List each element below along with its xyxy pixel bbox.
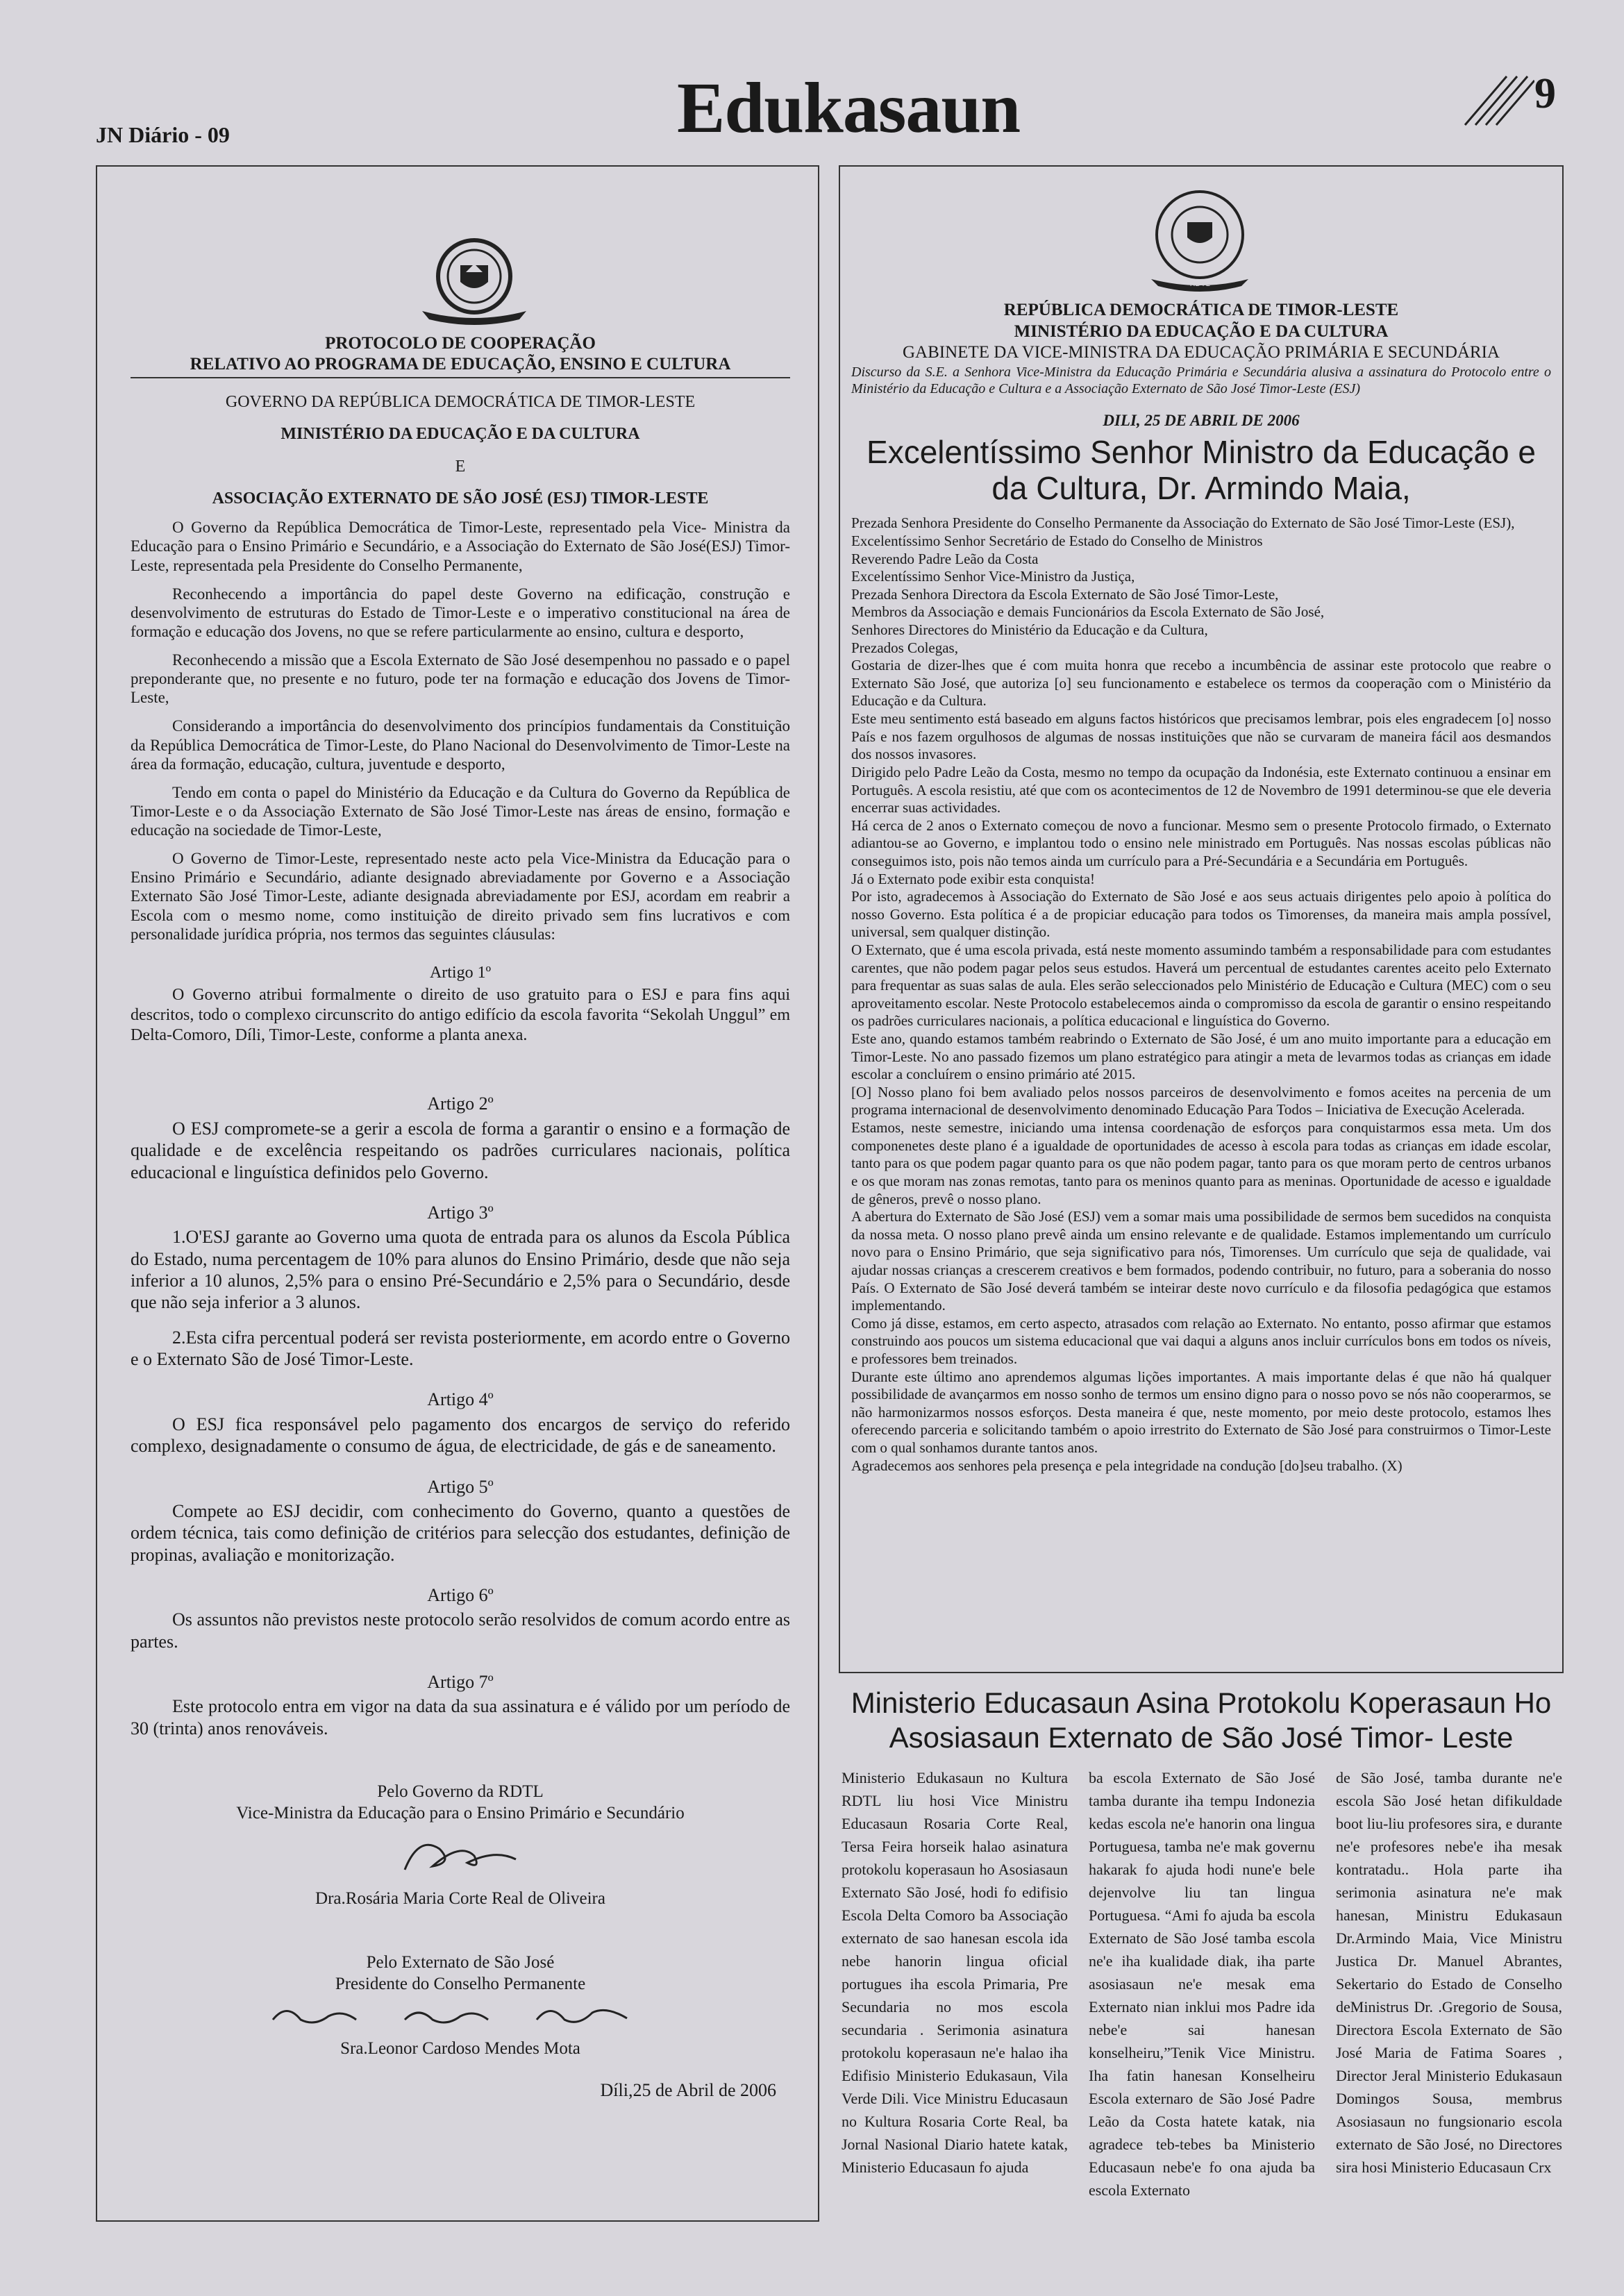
speech-date: DILI, 25 DE ABRIL DE 2006 (1103, 412, 1300, 430)
speech-line: Dirigido pelo Padre Leão da Costa, mesmo no tempo da ocupação da Indonésia, este Externato continuou a ensinar em Português. A escola resistiu, até que com os acontecimentos de 12 de Novembro de 1991 determinou-se que ele deveria encerrar suas actividades. (851, 763, 1551, 816)
protocol-subtitle: RELATIVO AO PROGRAMA DE EDUCAÇÃO, ENSINO E CULTURA (131, 354, 790, 379)
speech-line: O Externato, que é uma escola privada, está neste momento assumindo também a responsabilidade para com estudantes carentes, que não podem pagar pelos seus estudos. Haverá um percentual de estudantes carentes aceito pelo Externato para frequentar as suas salas de aula. Eles serão seleccionados pelo Ministério de Educação e Cultura (MEC) com o seu aproveitamento escolar. Neste Protocolo estabelecemos ainda o compromisso da escola de garantir o ensino respeitando os padrões curriculares nacionais, a política educacional e linguística do Governo. (851, 941, 1551, 1030)
protocol-paragraph: Reconhecendo a missão que a Escola Externato de São José desempenhou no passado e o papel preponderante que, no presente e no futuro, pode ter na formação e educação dos Jovens de Timor-Leste, (131, 651, 790, 707)
speech-intro: Discurso da S.E. a Senhora Vice-Ministra da Educação Primária e Secundária alusiva a assinatura do Protocolo entre o Ministério da Educação e Cultura e a Associação Externato de São José Timor-Leste (ESJ) (851, 364, 1551, 396)
seal-label: RDTL (1189, 279, 1210, 288)
party-conjunction: E (455, 457, 466, 476)
speech-panel (839, 165, 1564, 1673)
protocol-paragraph: Reconhecendo a importância do papel deste Governo na edificação, construção e desenvolvimento de estruturas do Estado de Timor-Leste e o imperativo constitucional na área de formação e educação dos Jovens, no que se refere particularmente ao ensino, cultura e desporto, (131, 585, 790, 640)
article-text: O ESJ fica responsável pelo pagamento dos encargos de serviço do referido complexo, designadamente o consumo de água, de electricidade, de gás e de saneamento. (131, 1414, 790, 1457)
article-heading: Artigo 1º (429, 963, 492, 982)
speech-line: Há cerca de 2 anos o Externato começou de novo a funcionar. Mesmo sem o presente Protocolo firmado, o Externato adiantou-se ao Governo, e implantou todo o ensino nele ministrado em Português. Nas nossas escolas públicas não conseguimos isto, pois não temos ainda um currículo para a Pré-Secundária e a Secundária em Português. (851, 816, 1551, 869)
signature-2-icon (266, 1999, 655, 2034)
article-heading: Artigo 3º (427, 1202, 494, 1223)
party-government: GOVERNO DA REPÚBLICA DEMOCRÁTICA DE TIMOR-LESTE (225, 393, 696, 411)
protocol-paragraph: O Governo de Timor-Leste, representado neste acto pela Vice-Ministra da Educação para o Ensino Primário e Secundário, adiante designado abreviadamente por Governo e a Associação Externato São José Timor-Leste, adiante designada abreviadamente por ESJ, acordam em reabrir a Escola com o mesmo nome, como instituição de direito privado sem fins lucrativos e com personalidade jurídica própria, nos termos das seguintes cláusulas: (131, 850, 790, 943)
speech-line: Agradecemos aos senhores pela presença e pela integridade na condução [do]seu trabalho. (X) (851, 1457, 1403, 1474)
article-column: ba escola Externato de São José tamba durante iha tempu Indonezia kedas escola ne'e hanorin ona lingua Portuguesa, tamba ne'e mak governu hakarak fo ajuda hodi nune'e bele dejenvolve liu tan lingua Portuguesa. “Ami fo ajuda ba escola Externato de São José tamba escola ne'e iha kualidade diak, iha parte asosiasaun ne'e mesak ema Externato nian inklui mos Padre ida nebe'e sai hanesan konselheiru,”Tenik Vice Ministru. Iha fatin hanesan Konselheiru Escola externaro de São José Padre Leão da Costa hatete katak, nia agradece teb-tebes ba Ministerio Educasaun nebe'e fo ona ajuda ba escola Externato (1089, 1769, 1315, 2199)
speech-heading-ministry: MINISTÉRIO DA EDUCAÇÃO E DA CULTURA (1014, 321, 1389, 341)
page-title: Edukasaun (677, 68, 1021, 148)
article-column: de São José, tamba durante ne'e escola São José hetan difikuldade boot liu-liu profesores sira, e durante ne'e profesores nebe'e iha mesak kontratadu.. Hola parte iha serimonia asinatura ne'e mak hanesan, Ministru Edukasaun Dr.Armindo Maia, Vice Ministru Justica Dr. Manuel Abrantes, Sekertario do Estado de Conselho deMinistrus Dr. .Gregorio de Sousa, Directora Escola Externato de São José Maria de Fatima Soares , Director Jeral Ministerio Edukasaun Domingos Sousa, membrus Asosiasaun no fungsionario escola externato de São José, no Directores sira hosi Ministerio Educasaun Crx (1336, 1769, 1562, 2176)
section-label: JN Diário - 09 (96, 122, 230, 147)
signatory-1-role: Vice-Ministra da Educação para o Ensino Primário e Secundário (236, 1804, 685, 1823)
article-column: Ministerio Edukasaun no Kultura RDTL liu hosi Vice Ministru Educasaun Rosaria Corte Real, Tersa Feira horseik halao asinatura protokolu koperasaun ho Asosiasaun Externato São José, hodi fo edifisio Escola Delta Comoro ba Associação externato de sao hanesan escola ida nebe hanorin lingua oficial portugues iha escola Primaria, Pre Secundaria no mos escola secundaria . Serimonia asinatura protokolu koperasaun ne'e halao iha Edifisio Ministerio Edukasaun, Vila Verde Dili. Vice Ministru Educasaun no Kultura Rosaria Corte Real, ba Jornal Nasional Diario hatete katak, Ministerio Educasaun fo ajuda (842, 1769, 1068, 2176)
speech-line: Prezada Senhora Presidente do Conselho Permanente da Associação do Externato de São José Timor-Leste (ESJ), (851, 514, 1515, 532)
article-headline: Ministerio Educasaun Asina Protokolu Koperasaun Ho Asosiasaun Externato de São José Timor- Leste (851, 1686, 1552, 1754)
article-text: O Governo atribui formalmente o direito de uso gratuito para o ESJ e para fins aqui descritos, todo o complexo circunscrito do antigo edifício da escola favorita “Sekolah Unggul” em Delta-Comoro, Díli, Timor-Leste, conforme a planta anexa. (131, 986, 790, 1044)
speech-line: [O] Nosso plano foi bem avaliado pelos nossos parceiros de desenvolvimento e fomos aceites na percenia de um programa internacional de desenvolvimento denominado Educação Para Todos – Iniciativa de Execução Acelerada. (851, 1083, 1551, 1118)
speech-line: Estamos, neste semestre, iniciando uma intensa coordenação de esforços para conquistarmos essa meta. Um dos componenetes deste plano é a igualdade de oportunidades de acesso à escola para todas as crianças em idade escolar, tanto para os que podem pagar quanto para os que não podem pagar, tanto para os que moram perto de centros urbanos e os que moram nas zonas remotas, tanto para os meninos quanto para as meninas. Oportunidade de acesso e igualdade de gêneros, prevê o nosso plano. (851, 1119, 1551, 1207)
article-heading: Artigo 6º (427, 1584, 494, 1605)
page-number-box (1458, 69, 1583, 132)
signatory-2-name: Sra.Leonor Cardoso Mendes Mota (340, 2039, 580, 2059)
speech-line: Excelentíssimo Senhor Vice-Ministro da Justiça, (851, 568, 1135, 585)
signing-date: Díli,25 de Abril de 2006 (600, 2080, 776, 2101)
party-association: ASSOCIAÇÃO EXTERNATO DE SÃO JOSÉ (ESJ) TIMOR-LESTE (212, 489, 709, 508)
rdtl-seal-icon (1137, 181, 1262, 299)
speech-line: Prezada Senhora Directora da Escola Externato de São José Timor-Leste, (851, 585, 1279, 603)
speech-line: Por isto, agradecemos à Associação do Externato de São José e aos seus actuais dirigentes pelo apoio à política do nosso Governo. Esta política é a de propiciar educação para todos os Timorenses, da maneira mais ampla possível, universal, sem qualquer distinção. (851, 888, 1551, 941)
speech-line: Já o Externato pode exibir esta conquista! (851, 870, 1096, 887)
article-heading: Artigo 4º (427, 1389, 494, 1410)
article-text: 2.Esta cifra percentual poderá ser revista posteriormente, em acordo entre o Governo e o Externato São de José Timor-Leste. (131, 1327, 790, 1370)
speech-line: Excelentíssimo Senhor Secretário de Estado do Conselho de Ministros (851, 532, 1263, 549)
speech-line: Este meu sentimento está baseado em alguns factos históricos que precisamos lembrar, pois eles engradecem [o] nosso País e nos fazem orgulhosos de algumas de nossas instituições que não se curvaram de maneira fácil aos desmandos dos nossos invasores. (851, 710, 1551, 763)
signature-1-icon (391, 1828, 530, 1884)
article-text: Os assuntos não previstos neste protocolo serão resolvidos de comum acordo entre as partes. (131, 1609, 790, 1652)
protocol-paragraph: O Governo da República Democrática de Timor-Leste, representado pela Vice- Ministra da Educação para o Ensino Primário e Secundário, e a Associação do Externato de São José(ESJ) Timor-Leste, representada pela Presidente do Conselho Permanente, (131, 519, 790, 574)
article-body (842, 1766, 1564, 2238)
rdtl-emblem-icon (415, 236, 533, 326)
speech-line: Membros da Associação e demais Funcionários da Escola Externato de São José, (851, 603, 1325, 621)
party-ministry: MINISTÉRIO DA EDUCAÇÃO E DA CULTURA (281, 425, 640, 444)
speech-line: Durante este último ano aprendemos algumas lições importantes. A mais importante delas é que não há qualquer possibilidade de avançarmos em nosso sonho de termos um ensino digno para o nosso povo se nós não cooperarmos, se não harmonizarmos nossos esforços. Desta maneira é que, neste momento, por meio deste protocolo, estamos lhes oferecendo parceria e solicitando também o apoio irrestrito do Externato de São José para construirmos o Timor-Leste com o qual sonhamos durante tantos anos. (851, 1368, 1551, 1457)
article-heading: Artigo 2º (427, 1093, 494, 1114)
article-heading: Artigo 7º (427, 1671, 494, 1692)
article-heading: Artigo 5º (427, 1476, 494, 1497)
speech-line: Como já disse, estamos, em certo aspecto, atrasados com relação ao Externato. No entanto, posso afirmar que estamos construindo aos poucos um sistema educacional que vai daqui a alguns anos incluir currículos bons em todos os níveis, e professores bem treinados. (851, 1314, 1551, 1367)
protocol-paragraph: Tendo em conta o papel do Ministério da Educação e da Cultura do Governo da República de Timor-Leste e o da Associação Externato de São José Timor-Leste nas áreas de ensino, formação e educação na sociedade de Timor-Leste, (131, 783, 790, 839)
signatory-1-by: Pelo Governo da RDTL (377, 1782, 544, 1801)
speech-salutation: Excelentíssimo Senhor Ministro da Educação e da Cultura, Dr. Armindo Maia, (867, 434, 1536, 506)
signatory-2-by: Pelo Externato de São José (366, 1952, 555, 1972)
article-text: O ESJ compromete-se a gerir a escola de forma a garantir o ensino e a formação de qualidade e de excelência respeitando os padrões curriculares nacionais, política educacional e linguística definidos pelo Governo. (131, 1118, 790, 1182)
speech-line: Prezados Colegas, (851, 639, 958, 656)
speech-line: Gostaria de dizer-lhes que é com muita honra que recebo a incumbência de assinar este protocolo que reabre o Externato São José, que autoriza [o] seu funcionamento e estabelece os termos da cooperação com o Ministério da Educação e da Cultura. (851, 657, 1551, 710)
article-text: Compete ao ESJ decidir, com conhecimento do Governo, quanto a questões de ordem técnica, tais como definição de critérios para selecção dos estudantes, definição de propinas, avaliação e monitorização. (131, 1501, 790, 1565)
speech-line: Este ano, quando estamos também reabrindo o Externato de São José, é um ano muito importante para a educação em Timor-Leste. No ano passado fizemos um plano estratégico para atingir a meta de levarmos todas as crianças em idade escolar a concluírem o ensino primário até 2015. (851, 1030, 1551, 1083)
slash-lines-icon (1458, 69, 1534, 132)
speech-line: Senhores Directores do Ministério da Educação e da Cultura, (851, 621, 1208, 639)
speech-heading-republic: REPÚBLICA DEMOCRÁTICA DE TIMOR-LESTE (1003, 301, 1399, 319)
signatory-1-name: Dra.Rosária Maria Corte Real de Oliveira (315, 1889, 605, 1909)
article-text: 1.O'ESJ garante ao Governo uma quota de entrada para os alunos da Escola Pública do Estado, numa percentagem de 10% para alunos do Ensino Primário, desde que não seja inferior a 10 alunos, 2,5% para o ensino Pré-Secundário e 2,5% para o Secundário, desde que não seja inferior a 3 alunos. (131, 1227, 790, 1312)
signatory-2-role: Presidente do Conselho Permanente (335, 1974, 586, 1993)
speech-line: Reverendo Padre Leão da Costa (851, 550, 1039, 567)
page-number: 9 (1534, 70, 1556, 117)
article-text: Este protocolo entra em vigor na data da sua assinatura e é válido por um período de 30 (trinta) anos renováveis. (131, 1696, 790, 1738)
protocol-paragraph: Considerando a importância do desenvolvimento dos princípios fundamentais da Constituição da República Democrática de Timor-Leste, do Plano Nacional do Desenvolvimento de Timor-Leste na área da formação, educação, cultura, juventude e desporto, (131, 717, 790, 773)
protocol-panel (96, 165, 819, 2222)
speech-heading-office: GABINETE DA VICE-MINISTRA DA EDUCAÇÃO PRIMÁRIA E SECUNDÁRIA (903, 343, 1500, 362)
protocol-title: PROTOCOLO DE COOPERAÇÃO (325, 334, 596, 353)
speech-line: A abertura do Externato de São José (ESJ) vem a somar mais uma possibilidade de sermos bem sucedidos na conquista da nossa meta. O nosso plano prevê ainda um ensino relevante e de qualidade. Estamos implementando um currículo novo para o Ensino Primário, que seja significativo para nós, Timorenses. Um currículo que seja de qualidade, vai ajudar nossas crianças a crescerem creativos e bem formados, podendo contribuir, no futuro, para a soberania do nosso País. O Externato de São José deverá também se inteirar deste novo currículo e da filosofia pedagógica que estamos implementando. (851, 1208, 1551, 1314)
